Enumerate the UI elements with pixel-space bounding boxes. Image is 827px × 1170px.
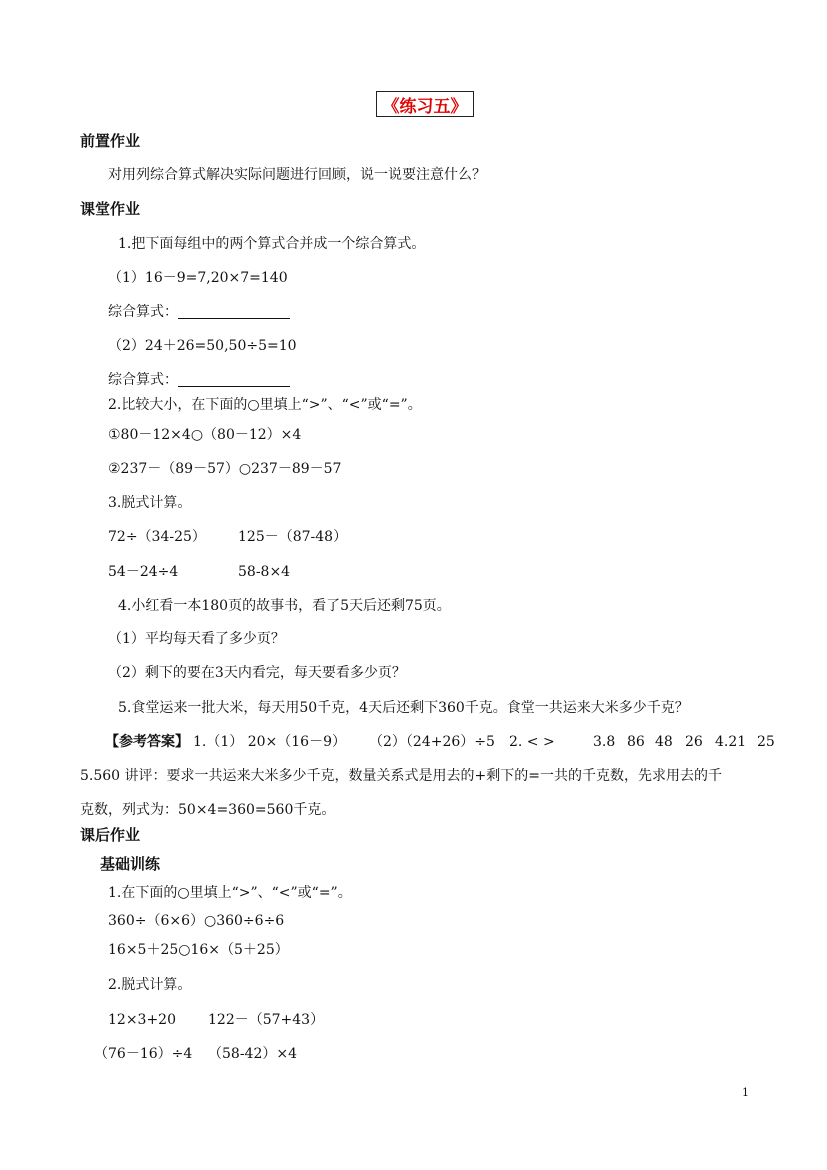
after-q2d: （58-42）×4 [208,1046,297,1062]
answer-blank[interactable] [178,372,290,387]
class-q1b-answer-line [108,371,290,389]
class-q1b: （2）24＋26=50,50÷5=10 [108,338,297,354]
answer-1b: （2）（24+26）÷5 [369,734,495,750]
answer-3d: 26 [685,734,703,750]
page-number: 1 [742,1086,749,1099]
class-q3c: 54－24÷4 [108,564,179,580]
class-q1b-label: 综合算式： [108,372,178,388]
class-q3d: 58-8×4 [238,564,291,580]
pre-text: 对用列综合算式解决实际问题进行回顾，说一说要注意什么？ [108,167,486,183]
after-q2a: 12×3+20 [108,1012,176,1028]
class-q3b: 125－（87-48） [238,529,348,545]
class-q4b: （2）剩下的要在3天内看完，每天要看多少页？ [108,665,406,681]
class-q3a: 72÷（34-25） [108,529,206,545]
after-q2: 2.脱式计算。 [108,977,192,993]
after-q2b: 122－（57+43） [208,1012,325,1028]
answer-2: 2. < > [509,734,555,750]
class-q1a: （1）16－9=7,20×7=140 [108,270,288,286]
answer-explanation-1: 5.560 讲评：要求一共运来大米多少千克，数量关系式是用去的+剩下的=一共的千克数，先求用去的千 [80,768,722,784]
class-q4a: （1）平均每天看了多少页？ [108,631,285,647]
answer-explanation-2: 克数，列式为：50×4=360=560千克。 [80,802,336,818]
class-q3: 3.脱式计算。 [108,495,192,511]
section-heading-pre: 前置作业 [80,132,141,150]
class-q2a: ①80－12×4○（80－12）×4 [108,427,302,443]
page-title: 《练习五》 [376,91,474,117]
class-q2b: ②237－（89－57）○237－89－57 [108,461,342,477]
answer-row [105,733,775,751]
answer-3b: 86 [627,734,645,750]
after-q1a: 360÷（6×6）○360÷6÷6 [108,913,285,929]
class-q1a-answer-line [108,303,290,321]
after-q1: 1.在下面的○里填上“>”、“<”或“=”。 [108,885,352,901]
class-q1a-label: 综合算式： [108,304,178,320]
class-q2: 2.比较大小，在下面的○里填上“>”、“<”或“=”。 [108,397,422,413]
answer-label: 【参考答案】 [105,734,189,750]
answer-4: 4.21 [715,734,747,750]
after-q2c: （76－16）÷4 [94,1046,193,1062]
section-heading-after: 课后作业 [80,826,141,844]
answer-4b: 25 [757,734,775,750]
class-q5: 5.食堂运来一批大米，每天用50千克，4天后还剩下360千克。食堂一共运来大米多少千克？ [118,700,689,716]
answer-3: 3.8 [593,734,616,750]
class-q1: 1.把下面每组中的两个算式合并成一个综合算式。 [118,236,426,252]
section-heading-class: 课堂作业 [80,200,141,218]
answer-1: 1.（1） 20×（16－9） [193,734,346,750]
answer-blank[interactable] [178,304,290,319]
subsection-heading-basic: 基础训练 [100,855,161,873]
answer-3c: 48 [655,734,673,750]
after-q1b: 16×5＋25○16×（5＋25） [108,942,289,958]
class-q4: 4.小红看一本180页的故事书，看了5天后还剩75页。 [118,598,451,614]
